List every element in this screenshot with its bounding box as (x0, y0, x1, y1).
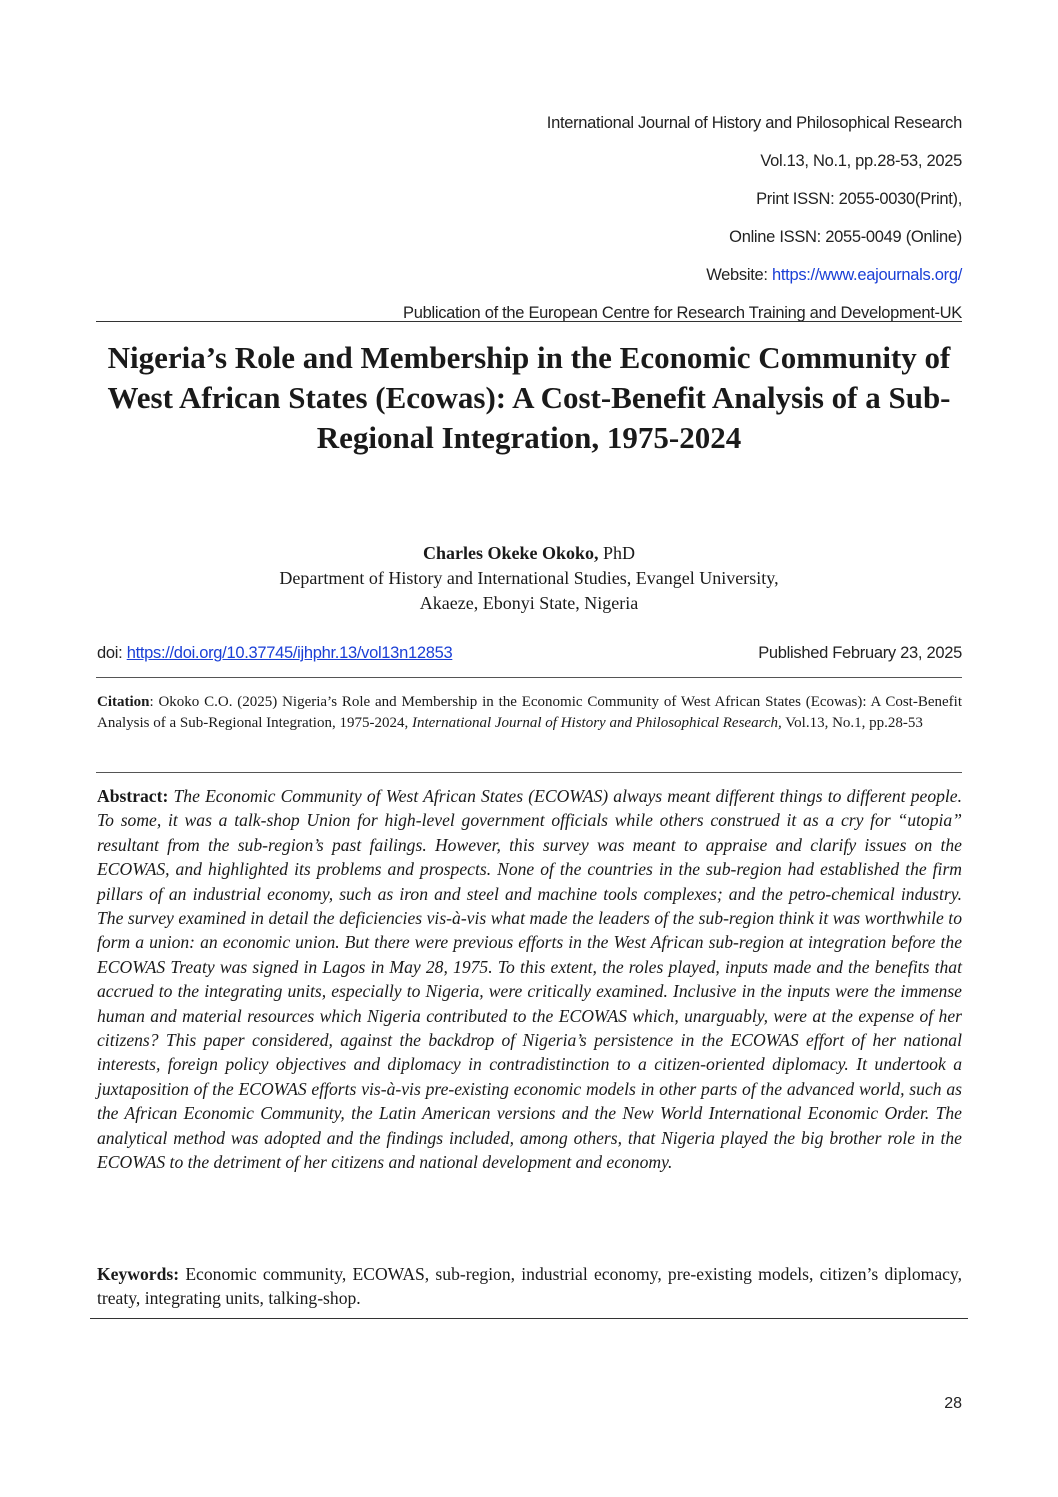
abstract-label: Abstract: (97, 786, 169, 806)
author-degree: PhD (598, 543, 636, 563)
website-row (403, 256, 962, 294)
citation-block (97, 692, 962, 733)
affiliation-line-1: Department of History and International Studies, Evangel University, (279, 568, 779, 588)
online-issn: Online ISSN: 2055-0049 (Online) (729, 228, 962, 246)
publisher-line: Publication of the European Centre for Research Training and Development-UK (403, 304, 962, 322)
page-number: 28 (944, 1395, 962, 1412)
keywords-label: Keywords: (97, 1264, 180, 1284)
citation-divider (96, 772, 962, 773)
keywords-text: Economic community, ECOWAS, sub-region, industrial economy, pre-existing models, citizen’s diplomacy, treaty, integrating units, talking-shop. (97, 1264, 962, 1309)
author-block (0, 541, 1058, 616)
citation-journal: International Journal of History and Philosophical Research, (411, 714, 782, 731)
keywords-divider (90, 1318, 968, 1319)
author-line (0, 541, 1058, 566)
citation-text: : Okoko C.O. (2025) Nigeria’s Role and Membership in the Economic Community of West African States (Ecowas): A Cost-Benefit Analysis of a Sub-Regional Integration, 1975-2024, (97, 694, 962, 731)
journal-volume: Vol.13, No.1, pp.28-53, 2025 (760, 152, 962, 170)
author-name: Charles Okeke Okoko, (422, 543, 599, 563)
website-link[interactable]: https://www.eajournals.org/ (772, 266, 962, 284)
affiliation-line-2: Akaeze, Ebonyi State, Nigeria (419, 593, 639, 613)
abstract-block (97, 784, 962, 1175)
abstract-text: The Economic Community of West African States (ECOWAS) always meant different things to different people. To some, it was a talk-shop Union for high-level government officials while others construed it as a cry for “utopia” resultant from the sub-region’s past failings. However, this survey was meant to appraise and clarify issues on the ECOWAS, and highlighted its problems and prospects. None of the countries in the sub-region had established the firm pillars of an industrial economy, such as iron and steel and machine tools complexes; and the petro-chemical industry. The survey examined in detail the deficiencies vis-à-vis what made the leaders of the sub-region think it was worthwhile to form a union: an economic union. But there were previous efforts in the West African sub-region at integration before the ECOWAS Treaty was signed in Lagos in May 28, 1975. To this extent, the roles played, inputs made and the benefits that accrued to the integrating units, especially to Nigeria, were critically examined. Inclusive in the inputs were the immense human and material resources which Nigeria contributed to the ECOWAS which, unarguably, were at the expense of her citizens? This paper considered, against the backdrop of Nigeria’s persistence in the ECOWAS effort of her national interests, foreign policy objectives and diplomacy in contradistinction to a citizen-oriented diplomacy. It undertook a juxtaposition of the ECOWAS efforts vis-à-vis pre-existing economic models in other parts of the advanced world, such as the African Economic Community, the Latin American versions and the New World International Economic Order. The analytical method was adopted and the findings included, among others, that Nigeria played the big brother role in the ECOWAS to the detriment of her citizens and national development and economy. (97, 786, 963, 1173)
doi-divider (96, 677, 962, 678)
article-title: Nigeria’s Role and Membership in the Economic Community of West African States (Ecowas): A Cost-Benefit Analysis of a Sub-Regional Integration, 1975-2024 (107, 340, 951, 455)
doi-link[interactable]: https://doi.org/10.37745/ijhphr.13/vol13n12853 (126, 644, 453, 662)
header-divider (96, 321, 962, 322)
published-date: Published February 23, 2025 (758, 644, 962, 662)
print-issn: Print ISSN: 2055-0030(Print), (756, 190, 962, 208)
doi-label: doi: (97, 644, 127, 662)
doi-row (97, 644, 962, 668)
keywords-block (97, 1262, 962, 1311)
journal-header (403, 104, 962, 332)
citation-label: Citation (97, 694, 150, 710)
journal-name: International Journal of History and Philosophical Research (546, 114, 962, 132)
citation-tail: Vol.13, No.1, pp.28-53 (781, 714, 923, 731)
website-label: Website: (706, 266, 768, 284)
